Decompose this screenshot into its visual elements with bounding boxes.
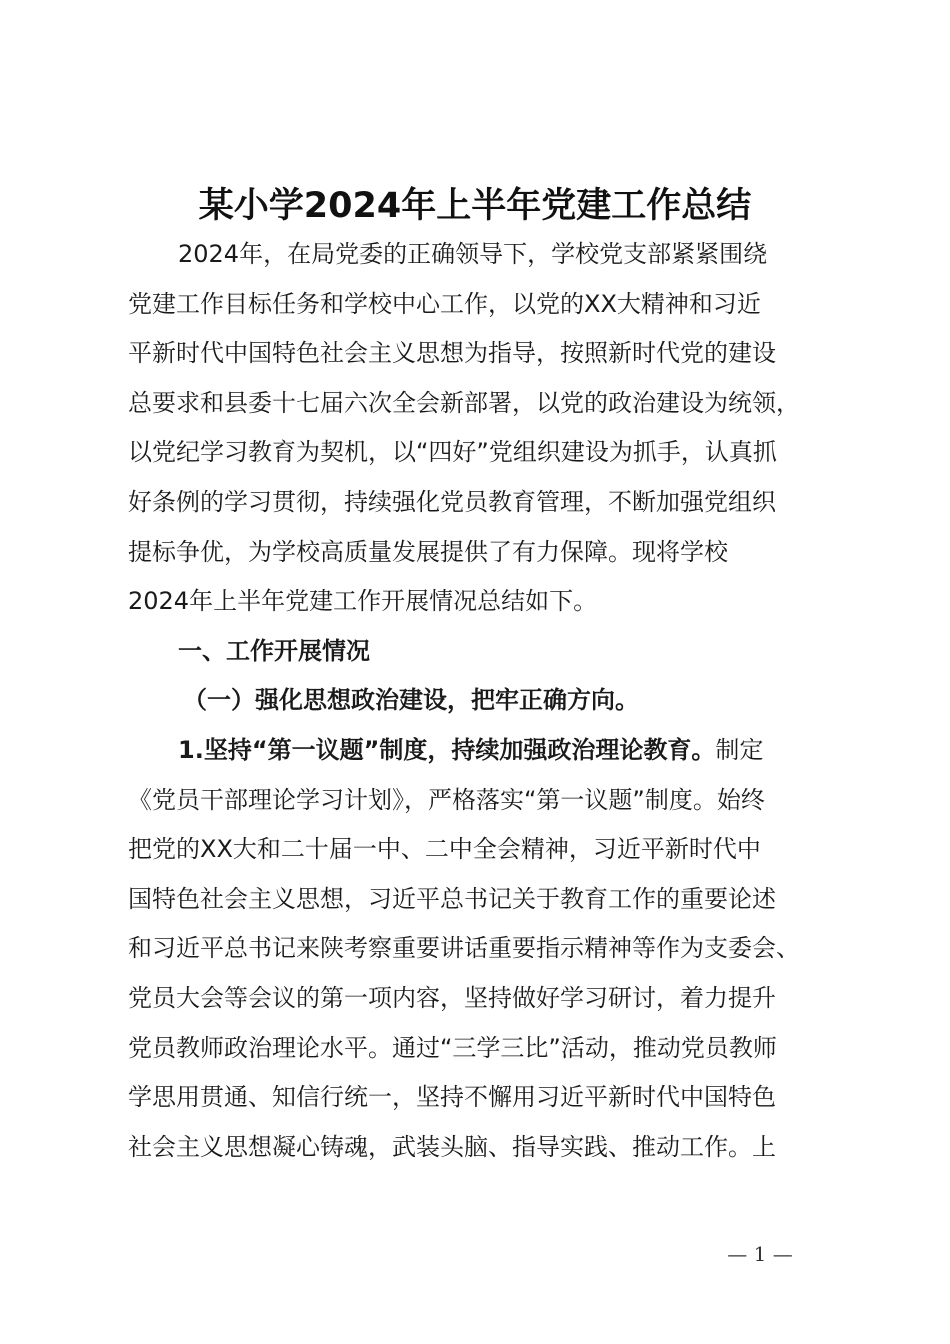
item-line: 党员教师政治理论水平。通过“三学三比”活动，推动党员教师 — [128, 1033, 777, 1062]
item-line: 社会主义思想凝心铸魂，武装头脑、指导实践、推动工作。上 — [128, 1132, 776, 1161]
item-line: 和习近平总书记来陕考察重要讲话重要指示精神等作为支委会、 — [128, 934, 800, 963]
item-line: 学思用贯通、知信行统一，坚持不懈用习近平新时代中国特色 — [128, 1083, 776, 1112]
subsection-heading: （一）强化思想政治建设，把牢正确方向。 — [183, 686, 639, 715]
item-heading: 1.坚持“第一议题”制度，持续加强政治理论教育。 — [178, 735, 716, 764]
document-title: 某小学2024年上半年党建工作总结 — [198, 186, 752, 226]
section-heading: 一、工作开展情况 — [178, 636, 370, 665]
item-heading-tail: 制定 — [715, 735, 764, 764]
paragraph-line: 2024年上半年党建工作开展情况总结如下。 — [128, 587, 598, 616]
item-line: 把党的XX大和二十届一中、二中全会精神，习近平新时代中 — [128, 835, 761, 864]
paragraph-line: 平新时代中国特色社会主义思想为指导，按照新时代党的建设 — [128, 339, 776, 368]
paragraph-line: 提标争优，为学校高质量发展提供了有力保障。现将学校 — [128, 537, 728, 566]
paragraph-line: 好条例的学习贯彻，持续强化党员教育管理，不断加强党组织 — [128, 487, 776, 516]
document-body — [128, 230, 848, 1172]
paragraph-line: 总要求和县委十七届六次全会新部署，以党的政治建设为统领， — [128, 388, 800, 417]
item-line: 国特色社会主义思想，习近平总书记关于教育工作的重要论述 — [128, 884, 776, 913]
paragraph-line: 党建工作目标任务和学校中心工作，以党的XX大精神和习近 — [128, 289, 761, 318]
item-heading-line — [128, 726, 848, 776]
item-line: 《党员干部理论学习计划》，严格落实“第一议题”制度。始终 — [128, 785, 765, 814]
paragraph-line: 2024年，在局党委的正确领导下，学校党支部紧紧围绕 — [178, 240, 768, 268]
paragraph-line: 以党纪学习教育为契机，以“四好”党组织建设为抓手，认真抓 — [128, 438, 777, 467]
page-number: — 1 — — [727, 1242, 793, 1266]
item-line: 党员大会等会议的第一项内容，坚持做好学习研讨，着力提升 — [128, 983, 776, 1012]
